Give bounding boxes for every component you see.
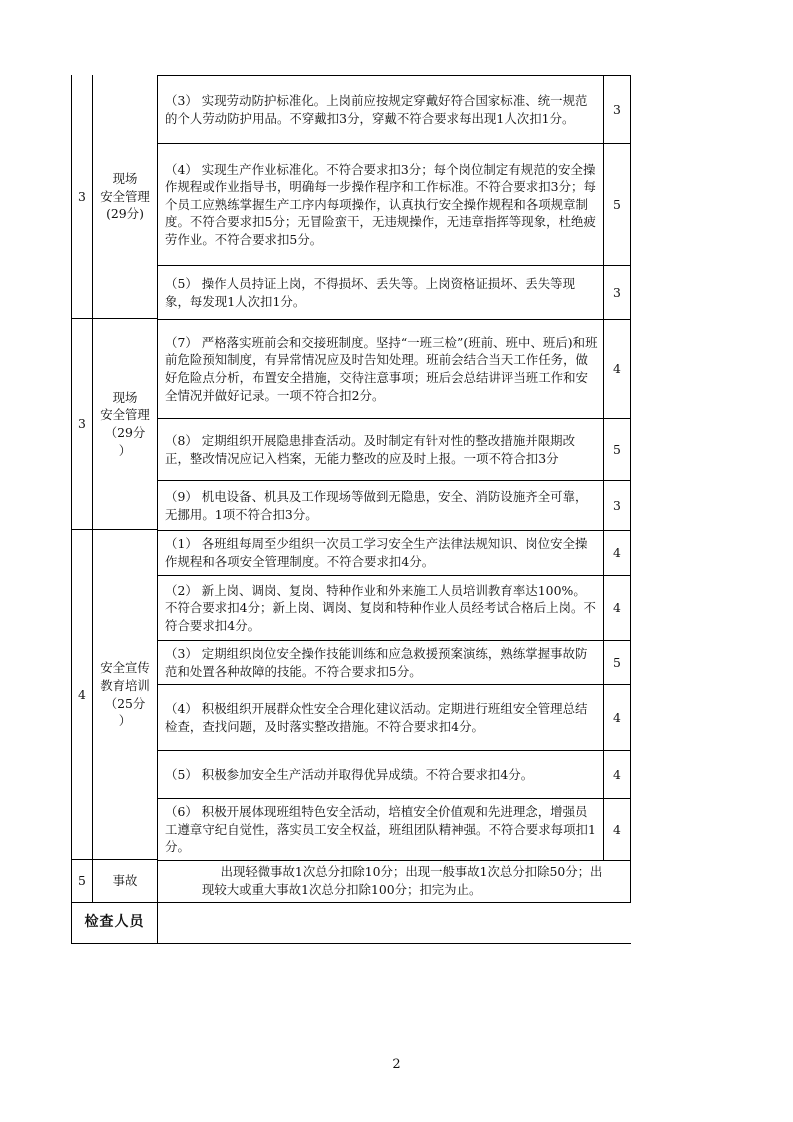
score-value: 5 xyxy=(603,143,631,266)
criteria-item: （6） 积极开展体现班组特色安全活动，培植安全价值观和先进理念，增强员工遵章守纪自觉性，落实员工安全权益，班组团队精神强。不符合要求每项扣1分。 xyxy=(157,798,604,861)
page-number: 2 xyxy=(392,1057,401,1072)
section-number: 3 xyxy=(71,75,92,319)
criteria-item: （3） 实现劳动防护标准化。上岗前应按规定穿戴好符合国家标准、统一规范的个人劳动防护用品。不穿戴扣3分，穿戴不符合要求每出现1人次扣1分。 xyxy=(157,75,604,144)
section-number: 5 xyxy=(71,860,92,903)
category-line: (29分) xyxy=(106,206,144,222)
criteria-item: （4） 实现生产作业标准化。不符合要求扣3分；每个岗位制定有规范的安全操作规程或作业指导书，明确每一步操作程序和工作标准。不符合要求扣3分；每个员工应熟练掌握生产工序内每项操作，认真执行安全操作规程和各项规章制度。不符合要求扣5分；无冒险蛮干，无违规操作，无违章指挥等现象，杜绝疲劳作业。不符合要求扣5分。 xyxy=(157,143,604,266)
criteria-item: （5） 积极参加安全生产活动并取得优异成绩。不符合要求扣4分。 xyxy=(157,750,604,799)
section-number: 3 xyxy=(71,319,92,530)
category-line: ） xyxy=(118,713,132,729)
score-value: 3 xyxy=(603,480,631,531)
category-line: 安全管理 xyxy=(100,407,150,423)
criteria-item: （1） 各班组每周至少组织一次员工学习安全生产法律法规知识、岗位安全操作规程和各项安全管理制度。不符合要求扣4分。 xyxy=(157,530,604,576)
criteria-item: （9） 机电设备、机具及工作现场等做到无隐患，安全、消防设施齐全可靠，无挪用。1项不符合扣3分。 xyxy=(157,480,604,531)
category-line: 安全管理 xyxy=(100,188,150,204)
category-line: 教育培训 xyxy=(100,677,150,693)
category-line: （29分 xyxy=(104,425,146,440)
criteria-item: （3） 定期组织岗位安全操作技能训练和应急救援预案演练，熟练掌握事故防范和处置各种故障的技能。不符合要求扣5分。 xyxy=(157,640,604,685)
criteria-item: （2） 新上岗、调岗、复岗、特种作业和外来施工人员培训教育率达100%。不符合要求扣4分；新上岗、调岗、复岗和特种作业人员经考试合格后上岗。不符合要求扣4分。 xyxy=(157,575,604,641)
section-category: 事故 xyxy=(92,860,157,903)
category-line: ） xyxy=(118,442,132,458)
category-line: 安全宣传 xyxy=(100,660,150,676)
section-category xyxy=(92,530,157,860)
score-value: 4 xyxy=(603,575,631,641)
inspector-field[interactable] xyxy=(157,903,631,944)
criteria-item: （4） 积极组织开展群众性安全合理化建议活动。定期进行班组安全管理总结检查，查找问题，及时落实整改措施。不符合要求扣4分。 xyxy=(157,684,604,751)
criteria-item: （8） 定期组织开展隐患排查活动。及时制定有针对性的整改措施并限期改正，整改情况应记入档案，无能力整改的应及时上报。一项不符合扣3分 xyxy=(157,418,604,481)
score-value: 4 xyxy=(603,530,631,576)
category-line: （25分 xyxy=(104,695,146,711)
score-value: 5 xyxy=(603,418,631,481)
section-category xyxy=(92,319,157,530)
score-value: 5 xyxy=(603,640,631,685)
score-value: 3 xyxy=(603,265,631,320)
score-value: 4 xyxy=(603,750,631,799)
accident-deduction-rule: 出现轻微事故1次总分扣除10分；出现一般事故1次总分扣除50分；出现较大或重大事故1次总分扣除100分；扣完为止。 xyxy=(157,860,631,903)
category-line: 现场 xyxy=(112,389,138,405)
score-value: 4 xyxy=(603,319,631,419)
inspector-label: 检查人员 xyxy=(71,903,157,944)
section-number: 4 xyxy=(71,530,92,860)
section-category xyxy=(92,75,157,319)
score-value: 4 xyxy=(603,798,631,861)
score-value: 3 xyxy=(603,75,631,144)
criteria-item: （7） 严格落实班前会和交接班制度。坚持“一班三检”(班前、班中、班后)和班前危险预知制度，有异常情况应及时告知处理。班前会结合当天工作任务，做好危险点分析，布置安全措施，交待注意事项；班后会总结讲评当班工作和安全情况并做好记录。一项不符合扣2分。 xyxy=(157,319,604,419)
criteria-item: （5） 操作人员持证上岗，不得损坏、丢失等。上岗资格证损坏、丢失等现象，每发现1人次扣1分。 xyxy=(157,265,604,320)
score-value: 4 xyxy=(603,684,631,751)
category-line: 现场 xyxy=(112,171,138,187)
